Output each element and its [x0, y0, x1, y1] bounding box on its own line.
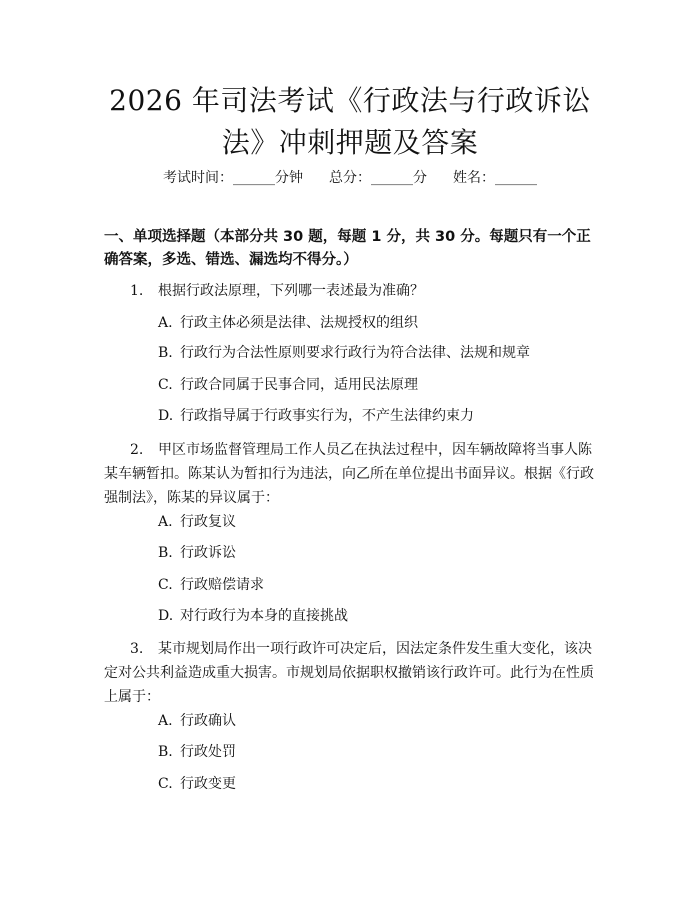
option-text: 行政诉讼: [180, 545, 236, 561]
question-3-option-a[interactable]: [158, 710, 236, 732]
option-text: 行政处罚: [180, 744, 236, 760]
question-text: 根据行政法原理，下列哪一表述最为准确？: [158, 283, 424, 299]
question-1-option-b[interactable]: [158, 342, 530, 364]
question-1-option-d[interactable]: [158, 405, 474, 427]
name-label: 姓名：: [453, 170, 495, 186]
option-text: 行政合同属于民事合同，适用民法原理: [180, 377, 418, 393]
question-text: 某市规划局作出一项行政许可决定后，因法定条件发生重大变化，该决定对公共利益造成重大损害。市规划局依据职权撤销该行政许可。此行为在性质上属于：: [104, 641, 594, 705]
option-text: 行政变更: [180, 776, 236, 792]
option-text: 行政指导属于行政事实行为，不产生法律约束力: [180, 408, 474, 424]
question-3-option-b[interactable]: [158, 741, 236, 763]
question-number: 2.: [130, 442, 144, 458]
option-letter: A.: [158, 514, 173, 530]
option-letter: C.: [158, 776, 173, 792]
option-text: 行政行为合法性原则要求行政行为符合法律、法规和规章: [180, 345, 530, 361]
option-text: 行政确认: [180, 713, 236, 729]
option-letter: A.: [158, 713, 173, 729]
option-text: 行政主体必须是法律、法规授权的组织: [180, 315, 418, 331]
question-2-option-d[interactable]: [158, 605, 348, 627]
question-text: 甲区市场监督管理局工作人员乙在执法过程中，因车辆故障将当事人陈某车辆暂扣。陈某认为暂扣行为违法，向乙所在单位提出书面异议。根据《行政强制法》，陈某的异议属于：: [104, 442, 594, 506]
question-1-option-a[interactable]: [158, 312, 418, 334]
exam-info-line: [0, 167, 700, 189]
option-text: 行政赔偿请求: [180, 577, 264, 593]
question-2-option-a[interactable]: [158, 511, 236, 533]
option-letter: B.: [158, 744, 173, 760]
option-text: 行政复议: [180, 514, 236, 530]
question-2-option-c[interactable]: [158, 574, 264, 596]
question-number: 3.: [130, 641, 144, 657]
option-letter: B.: [158, 345, 173, 361]
question-1-option-c[interactable]: [158, 374, 418, 396]
question-3-option-c[interactable]: [158, 773, 236, 795]
exam-time-unit: 分钟: [275, 170, 303, 186]
name-blank: ______: [495, 170, 537, 186]
document-title: 2026 年司法考试《行政法与行政诉讼法》冲刺押题及答案: [109, 84, 591, 159]
total-score-label: 总分：: [329, 170, 371, 186]
question-3: [104, 637, 598, 709]
option-letter: D.: [158, 408, 174, 424]
option-letter: C.: [158, 377, 173, 393]
question-number: 1.: [130, 283, 144, 299]
exam-time-label: 考试时间：: [163, 170, 233, 186]
question-2-option-b[interactable]: [158, 542, 236, 564]
option-letter: B.: [158, 545, 173, 561]
exam-time-blank: ______: [233, 170, 275, 186]
question-1: [104, 279, 598, 303]
option-text: 对行政行为本身的直接挑战: [180, 608, 348, 624]
option-letter: A.: [158, 315, 173, 331]
option-letter: C.: [158, 577, 173, 593]
option-letter: D.: [158, 608, 174, 624]
question-2: [104, 438, 598, 510]
total-score-unit: 分: [413, 170, 427, 186]
section-heading: 一、单项选择题（本部分共 30 题，每题 1 分，共 30 分。每题只有一个正确答案，多选、错选、漏选均不得分。）: [104, 229, 591, 268]
total-score-blank: ______: [371, 170, 413, 186]
